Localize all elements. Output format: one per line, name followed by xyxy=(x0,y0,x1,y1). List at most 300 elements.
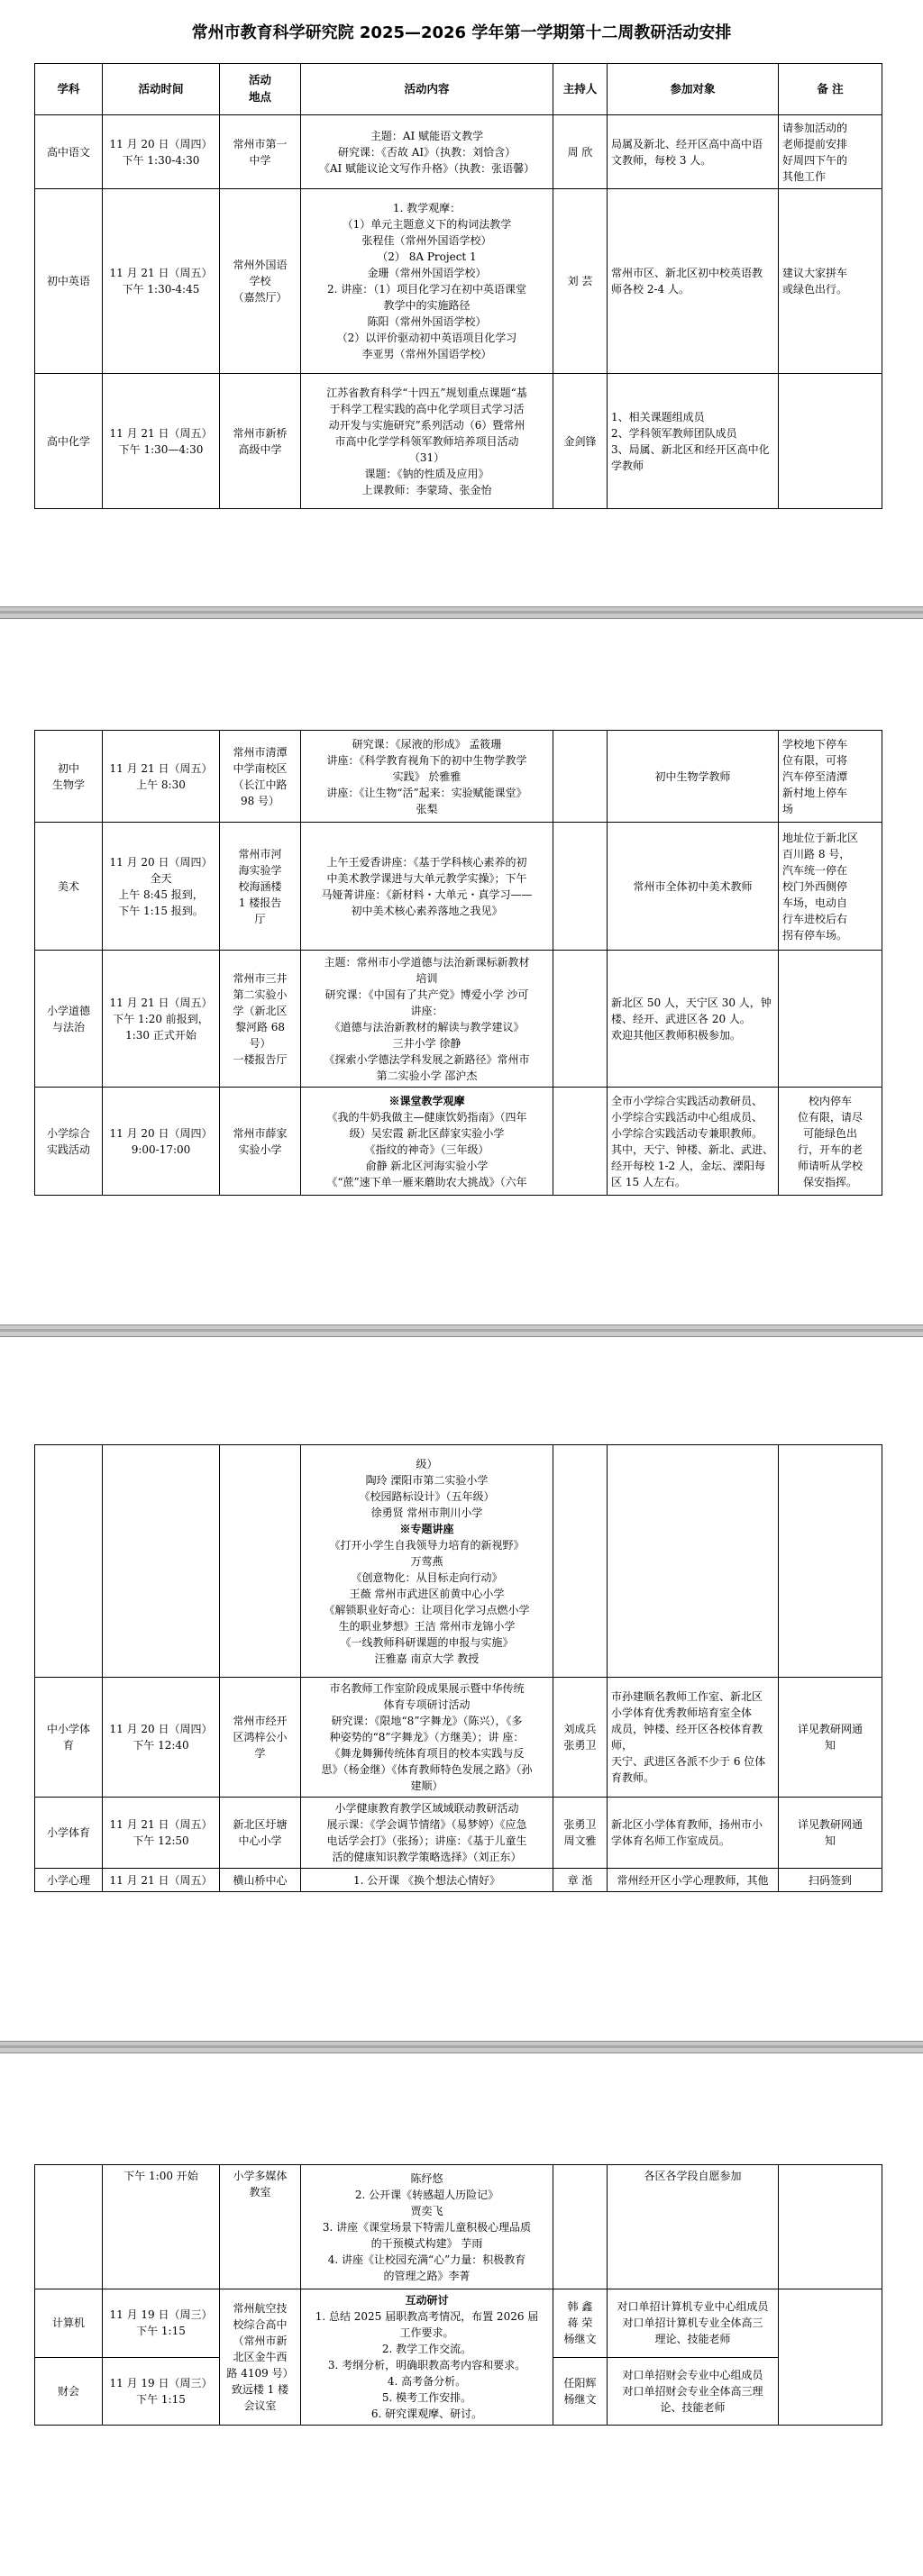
text-line: 11 月 21 日（周五） xyxy=(109,761,213,775)
text-line: 主题：AI 赋能语文教学 xyxy=(370,129,484,142)
text-line: 周文雅 xyxy=(563,1834,597,1847)
target-cell xyxy=(608,1088,779,1196)
text-line: 校综合高中 xyxy=(233,2318,288,2331)
text-line: 实验小学 xyxy=(238,1142,282,1156)
text-line: 校门外西侧停 xyxy=(782,879,848,893)
text-line: 拐有停车场。 xyxy=(782,928,848,942)
text-line: 思》（杨金继）《体育教师特色发展之路》（孙 xyxy=(321,1763,533,1776)
time-cell xyxy=(103,823,220,951)
text-line: 号） xyxy=(249,1036,271,1050)
text-line: 万莺燕 xyxy=(410,1554,443,1568)
place-cell xyxy=(220,115,301,189)
text-line: 初中生物学教师 xyxy=(654,769,731,783)
host-cell xyxy=(553,731,608,823)
text-line: 于科学工程实践的高中化学项目式学习活 xyxy=(329,402,525,415)
subject-cell xyxy=(35,1445,103,1678)
text-line: 11 月 20 日（周四） xyxy=(109,1723,213,1735)
text-line: 11 月 20 日（周四） xyxy=(109,855,213,869)
target-cell xyxy=(608,189,779,374)
text-line: 对口单招计算机专业中心组成员 xyxy=(617,2300,769,2314)
schedule-table-page-4 xyxy=(34,2164,882,2426)
place-cell xyxy=(220,1678,301,1798)
header-content: 活动内容 xyxy=(301,64,553,115)
text-line: 研究课：《中国有了共产党》博爱小学 沙可 xyxy=(324,988,529,1001)
text-line: 路 4109 号） xyxy=(226,2367,294,2380)
text-line: 下午 1:20 前报到， xyxy=(113,1012,209,1025)
content-cell xyxy=(301,1678,553,1798)
text-line: 《解锁职业好奇心：让项目化学习点燃小学 xyxy=(324,1603,530,1616)
text-line: 中学南校区 xyxy=(233,761,288,775)
text-line: 小学多媒体 xyxy=(233,2170,288,2182)
text-line: 马娅菁讲座：《新材料・大单元・真学习—— xyxy=(321,887,533,901)
time-cell xyxy=(103,731,220,823)
content-cell xyxy=(301,1445,553,1678)
text-line: 3. 考纲分析，明确职教高考内容和要求。 xyxy=(327,2359,526,2371)
text-line: 张勇卫 xyxy=(563,1818,597,1831)
text-line: 汽车停至清潭 xyxy=(782,769,848,783)
host-cell xyxy=(553,1445,608,1678)
page-separator xyxy=(0,2041,923,2053)
text-line: 对口单招财会专业全体高三理 xyxy=(622,2384,763,2398)
text-line: 王薇 常州市武进区前黄中心小学 xyxy=(349,1587,505,1600)
content-cell xyxy=(301,731,553,823)
text-line: 徐勇贤 常州市荆川小学 xyxy=(370,1506,483,1519)
table-row xyxy=(35,2165,882,2289)
table-header-row xyxy=(35,64,882,115)
text-line: 黎河路 68 xyxy=(234,1020,286,1033)
host-cell: 金剑锋 xyxy=(553,374,608,509)
text-line: 区 15 人左右。 xyxy=(611,1175,686,1188)
text-line: 地址位于新北区 xyxy=(782,831,859,844)
text-line: 行车进校后右 xyxy=(782,912,848,925)
note-cell xyxy=(779,1869,882,1892)
text-line: （常州市新 xyxy=(233,2335,288,2347)
text-line: 2. 教学工作交流。 xyxy=(381,2343,472,2355)
time-cell xyxy=(103,2289,220,2358)
text-line: 详见教研网通 xyxy=(797,1723,863,1735)
text-line: 活的健康知识教学策略选择》（刘正东） xyxy=(332,1851,522,1863)
text-line: 常州市薛家 xyxy=(233,1126,288,1140)
text-line: 小学体育 xyxy=(46,1826,90,1839)
text-line: 小学心理 xyxy=(46,1873,90,1887)
text-line: 《打开小学生自我领导力培育的新视野》 xyxy=(329,1538,525,1552)
text-line: 4. 高考备分析。 xyxy=(387,2375,467,2388)
time-cell xyxy=(103,374,220,509)
time-cell xyxy=(103,1869,220,1892)
text-line: 任阳辉 xyxy=(563,2376,597,2389)
text-line: 《校园路标设计》（五年级） xyxy=(359,1489,495,1503)
text-line: 上午 8:30 xyxy=(136,778,186,791)
text-line: 讲座：《让生物“活”起来：实验赋能课堂》 xyxy=(326,786,527,799)
table-row xyxy=(35,823,882,951)
text-line: 请参加活动的 xyxy=(782,121,848,134)
text-line: 与法治 xyxy=(51,1020,85,1033)
host-cell xyxy=(553,1678,608,1798)
page-separator xyxy=(0,606,923,619)
text-line: ※课堂教学观摩 xyxy=(388,1094,465,1107)
table-row xyxy=(35,189,882,374)
text-line: 《探索小学德法学科发展之新路径》常州市 xyxy=(324,1052,530,1066)
header-place: 活动 地点 xyxy=(220,64,301,115)
text-line: 下午 1:15 报到。 xyxy=(118,904,204,917)
text-line: 小学健康教育教学区域域联动教研活动 xyxy=(334,1802,519,1815)
place-cell xyxy=(220,2165,301,2289)
text-line: 师请听从学校 xyxy=(797,1159,863,1172)
text-line: 实践》 於雅雅 xyxy=(392,769,462,783)
header-note: 备 注 xyxy=(779,64,882,115)
text-line: 海实验学 xyxy=(238,863,282,877)
time-cell xyxy=(103,1798,220,1869)
text-line: 张梨 xyxy=(416,802,438,815)
text-line: 《舞龙舞狮传统体育项目的校本实践与反 xyxy=(329,1747,525,1760)
text-line: 生物学 xyxy=(51,778,85,791)
text-line: 杨继文 xyxy=(563,2333,597,2346)
header-host: 主持人 xyxy=(553,64,608,115)
text-line: 横山桥中心 xyxy=(233,1873,288,1887)
text-line: 互动研讨 xyxy=(405,2294,449,2307)
text-line: 实践活动 xyxy=(46,1142,90,1156)
text-line: 1. 教学观摩： xyxy=(392,202,462,214)
text-line: 校海涵楼 xyxy=(238,879,282,893)
text-line: 初中美术核心素养落地之我见》 xyxy=(351,904,503,917)
text-line: 培训 xyxy=(416,971,438,985)
table-row xyxy=(35,731,882,823)
text-line: 讲座： xyxy=(410,1004,443,1017)
text-line: 第二实验小 xyxy=(233,988,288,1001)
text-line: 美术 xyxy=(57,879,79,893)
text-line: 陈阳（常州外国语学校） xyxy=(367,315,487,328)
table-row xyxy=(35,1678,882,1798)
text-line: 小学道德 xyxy=(46,1004,90,1017)
text-line: 或绿色出行。 xyxy=(782,283,848,296)
text-line: 下午 1:30—4:30 xyxy=(118,442,204,456)
content-cell xyxy=(301,823,553,951)
text-line: 保安指挥。 xyxy=(802,1175,857,1188)
text-line: 市孙建顺名教师工作室、新北区 xyxy=(611,1690,763,1703)
text-line: 9:00-17:00 xyxy=(131,1142,191,1156)
text-line: 文教师，每校 3 人。 xyxy=(611,153,712,167)
text-line: 3. 讲座《课堂场景下特需儿童积极心理品质 xyxy=(322,2220,532,2234)
text-line: 张勇卫 xyxy=(563,1739,597,1752)
note-cell xyxy=(779,731,882,823)
text-line: 研究课：《限地“8”字舞龙》（陈兴），《多 xyxy=(331,1715,523,1727)
text-line: 其中，天宁、钟楼、新北、武进、 xyxy=(611,1142,774,1156)
time-cell xyxy=(103,189,220,374)
text-line: 常州市河 xyxy=(238,847,282,860)
text-line: 《道德与法治新教材的解读与教学建议》 xyxy=(329,1020,525,1033)
text-line: 中心小学 xyxy=(238,1834,282,1847)
subject-cell: 财会 xyxy=(35,2357,103,2426)
text-line: 建顺） xyxy=(410,1780,443,1792)
text-line: 贾奕飞 xyxy=(410,2204,443,2217)
text-line: （31） xyxy=(408,451,445,464)
text-line: 成员，钟楼、经开区各校体育教师， xyxy=(611,1723,763,1752)
table-row xyxy=(35,1088,882,1196)
text-line: 区鸿梓公小 xyxy=(233,1731,288,1743)
text-line: 计算机 xyxy=(51,2317,85,2330)
text-line: 论、技能老师 xyxy=(660,2400,726,2414)
text-line: 展示课：《学会调节情绪》（易梦婷）《应急 xyxy=(326,1818,527,1831)
text-line: 局属及新北、经开区高中高中语 xyxy=(611,137,763,150)
text-line: 三井小学 徐静 xyxy=(392,1036,462,1050)
header-time: 活动时间 xyxy=(103,64,220,115)
text-line: 陶玲 溧阳市第二实验小学 xyxy=(365,1473,489,1487)
text-line: 《AI 赋能议论文写作升格》（执教：张语馨） xyxy=(318,161,535,175)
text-line: 育教师。 xyxy=(611,1771,655,1784)
text-line: 天宁、武进区各派不少于 6 位体 xyxy=(611,1755,766,1768)
text-line: 下午 1:15 xyxy=(136,2325,186,2338)
text-line: 上午王爱香讲座：《基于学科核心素养的初 xyxy=(326,855,527,869)
time-cell xyxy=(103,2357,220,2426)
text-line: 刘成兵 xyxy=(563,1723,597,1735)
note-cell xyxy=(779,2289,882,2426)
text-line: 扫码签到 xyxy=(808,1873,852,1887)
text-line: 欢迎其他区教师积极参加。 xyxy=(611,1028,742,1042)
content-cell xyxy=(301,115,553,189)
text-line: 《指纹的神奇》（三年级） xyxy=(364,1142,489,1156)
text-line: 下午 1:30-4:45 xyxy=(122,283,200,296)
text-line: 初中 xyxy=(57,761,79,775)
text-line: 新北区圩塘 xyxy=(233,1818,288,1831)
host-cell xyxy=(553,1088,608,1196)
text-line: 理论、技能老师 xyxy=(654,2333,731,2346)
text-line: 厅 xyxy=(254,912,266,925)
host-cell xyxy=(553,2165,608,2289)
text-line: 学校 xyxy=(249,275,271,287)
text-line: （长江中路 xyxy=(233,778,288,791)
place-cell xyxy=(220,1088,301,1196)
text-line: 建议大家拼车 xyxy=(782,267,848,279)
host-cell: 周 欣 xyxy=(553,115,608,189)
text-line: 98 号） xyxy=(240,794,280,807)
text-line: 常州外国语 xyxy=(233,259,288,271)
text-line: ※专题讲座 xyxy=(399,1522,454,1535)
text-line: 下午 12:50 xyxy=(133,1834,189,1847)
place-cell xyxy=(220,2289,301,2426)
text-line: 第二实验小学 邵沪杰 xyxy=(376,1069,478,1082)
text-line: 常州市经开 xyxy=(233,1715,288,1727)
place-cell xyxy=(220,374,301,509)
page-title: 常州市教育科学研究院 2025—2026 学年第一学期第十二周教研活动安排 xyxy=(191,23,732,42)
text-line: 研究课：《尿液的形成》 孟筱珊 xyxy=(352,737,502,751)
text-line: 杨继文 xyxy=(563,2392,597,2406)
text-line: 学体育名师工作室成员。 xyxy=(611,1834,731,1847)
place-cell xyxy=(220,1869,301,1892)
text-line: 级） xyxy=(416,1457,438,1470)
text-line: 陈纾悠 xyxy=(410,2171,443,2185)
host-cell xyxy=(553,2357,608,2426)
subject-cell xyxy=(35,1088,103,1196)
text-line: 对口单招计算机专业全体高三 xyxy=(622,2317,763,2330)
target-cell xyxy=(608,1798,779,1869)
text-line: 11 月 21 日（周五） xyxy=(109,996,213,1009)
text-line: 教室 xyxy=(249,2186,271,2198)
note-cell xyxy=(779,951,882,1088)
text-line: 11 月 20 日（周四） xyxy=(109,1126,213,1140)
content-cell xyxy=(301,2289,553,2426)
text-line: 11 月 21 日（周五） xyxy=(109,267,213,279)
schedule-table-page-2 xyxy=(34,730,882,1196)
time-cell xyxy=(103,1678,220,1798)
text-line: 常州经开区小学心理教师，其他 xyxy=(617,1873,769,1887)
note-cell xyxy=(779,1798,882,1869)
subject-cell: 高中语文 xyxy=(35,115,103,189)
text-line: 《一线教师科研课题的申报与实施》 xyxy=(340,1635,514,1649)
text-line: 常州市新桥 xyxy=(233,426,288,440)
text-line: 1. 总结 2025 届职教高考情况，布置 2026 届 xyxy=(315,2310,539,2323)
content-cell xyxy=(301,1869,553,1892)
text-line: 张程佳（常州外国语学校） xyxy=(361,234,492,247)
target-cell xyxy=(608,2165,779,2289)
subject-cell: 高中化学 xyxy=(35,374,103,509)
text-line: 下午 1:00 开始 xyxy=(123,2170,198,2182)
text-line: 的管理之路》李菁 xyxy=(383,2269,471,2282)
note-cell xyxy=(779,1678,882,1798)
text-line: 新村地上停车 xyxy=(782,786,848,799)
text-line: 主题：常州市小学道德与法治新课标新教材 xyxy=(324,955,530,969)
text-line: 11 月 19 日（周三） xyxy=(109,2308,213,2322)
content-cell xyxy=(301,951,553,1088)
text-line: 韩 鑫 xyxy=(567,2300,593,2314)
text-line: 详见教研网通 xyxy=(797,1818,863,1831)
host-cell xyxy=(553,951,608,1088)
text-line: 级）吴宏霞 新北区薛家实验小学 xyxy=(349,1126,505,1140)
target-cell xyxy=(608,2357,779,2426)
text-line: 经开每校 1-2 人，金坛、溧阳每 xyxy=(611,1159,765,1172)
text-line: （嘉然厅） xyxy=(233,291,288,304)
text-line: 1 楼报告 xyxy=(238,896,282,909)
place-cell xyxy=(220,1445,301,1678)
text-line: 体育专项研讨活动 xyxy=(383,1698,471,1711)
text-line: 高级中学 xyxy=(238,442,282,456)
text-line: 俞静 新北区河海实验小学 xyxy=(365,1159,489,1172)
table-row xyxy=(35,1869,882,1892)
text-line: 11 月 20 日（周四） xyxy=(109,137,213,150)
text-line: 1:30 正式开始 xyxy=(125,1028,196,1042)
target-cell xyxy=(608,1678,779,1798)
content-cell xyxy=(301,374,553,509)
text-line: 上午 8:45 报到， xyxy=(118,887,204,901)
text-line: 全天 xyxy=(150,871,172,885)
text-line: 老师提前安排 xyxy=(782,137,848,150)
text-line: 教学中的实施路径 xyxy=(383,299,471,312)
time-cell xyxy=(103,1088,220,1196)
host-cell: 刘 芸 xyxy=(553,189,608,374)
time-cell xyxy=(103,2165,220,2289)
note-cell xyxy=(779,374,882,509)
text-line: 师各校 2-4 人。 xyxy=(611,283,690,296)
text-line: 上课教师：李蒙琦、张金怡 xyxy=(361,483,492,496)
subject-cell: 初中英语 xyxy=(35,189,103,374)
schedule-table-page-1 xyxy=(34,63,882,509)
header-target: 参加对象 xyxy=(608,64,779,115)
text-line: 2、学科领军教师团队成员 xyxy=(611,426,737,440)
text-line: 1. 公开课 《换个想法心情好》 xyxy=(352,1873,501,1887)
text-line: 新北区 50 人，天宁区 30 人，钟 xyxy=(611,996,772,1009)
text-line: 小学综合实践活动专兼职教师。 xyxy=(611,1126,763,1140)
subject-cell xyxy=(35,823,103,951)
table-row xyxy=(35,1445,882,1678)
text-line: 汪雅嘉 南京大学 教授 xyxy=(374,1652,480,1665)
content-cell xyxy=(301,189,553,374)
text-line: 金珊（常州外国语学校） xyxy=(367,267,487,279)
text-line: 2. 公开课《转感超人历险记》 xyxy=(354,2188,499,2201)
text-line: 《我的牛奶我做主—健康饮奶指南》（四年 xyxy=(326,1110,527,1124)
text-line: 市高中化学学科领军教师培养项目活动 xyxy=(334,434,519,448)
text-line: 的干预模式构建》 芋雨 xyxy=(370,2236,483,2250)
text-line: 学校地下停车 xyxy=(782,737,848,751)
note-cell xyxy=(779,1088,882,1196)
text-line: 位有限，请尽 xyxy=(797,1110,863,1124)
target-cell xyxy=(608,374,779,509)
text-line: 小学综合实践活动中心组成员、 xyxy=(611,1110,763,1124)
text-line: 学 xyxy=(254,1747,266,1760)
table-row xyxy=(35,115,882,189)
text-line: 研究课：《否故 AI》（执教：刘恰含） xyxy=(337,145,516,159)
text-line: 《创意物化：从目标走向行动》 xyxy=(351,1570,503,1584)
text-line: 市名教师工作室阶段成果展示暨中华传统 xyxy=(329,1682,525,1695)
text-line: 位有限，可将 xyxy=(782,753,848,767)
place-cell xyxy=(220,1798,301,1869)
target-cell xyxy=(608,2289,779,2358)
note-cell xyxy=(779,189,882,374)
text-line: 车场，电动自 xyxy=(782,896,848,909)
text-line: 4. 讲座《让校园充满“心”力量：积极教育 xyxy=(327,2253,526,2266)
content-cell xyxy=(301,1798,553,1869)
time-cell xyxy=(103,951,220,1088)
text-line: 场 xyxy=(782,802,794,815)
text-line: 中美术教学课进与大单元教学实操》；下午 xyxy=(326,871,527,885)
target-cell xyxy=(608,823,779,951)
text-line: 11 月 21 日（周五） xyxy=(109,1873,213,1887)
text-line: 其他工作 xyxy=(782,169,827,183)
text-line: 知 xyxy=(824,1739,836,1752)
text-line: 中小学体 xyxy=(46,1723,90,1735)
text-line: 3、局属、新北区和经开区高中化 xyxy=(611,442,770,456)
text-line: 讲座：《科学教育视角下的初中生物学教学 xyxy=(326,753,527,767)
subject-cell xyxy=(35,731,103,823)
text-line: 全市小学综合实践活动教研员、 xyxy=(611,1094,763,1107)
text-line: 学（新北区 xyxy=(233,1004,288,1017)
table-row xyxy=(35,951,882,1088)
subject-cell xyxy=(35,1678,103,1798)
text-line: 各区各学段自愿参加 xyxy=(644,2170,742,2182)
text-line: 常州市三井 xyxy=(233,971,288,985)
note-cell xyxy=(779,823,882,951)
place-cell xyxy=(220,823,301,951)
text-line: 好周四下午的 xyxy=(782,153,848,167)
text-line: 可能绿色出 xyxy=(802,1126,857,1140)
page-separator xyxy=(0,1324,923,1337)
text-line: （1）单元主题意义下的构词法教学 xyxy=(342,218,512,231)
note-cell xyxy=(779,1445,882,1678)
text-line: 章 湉 xyxy=(567,1873,593,1887)
host-cell xyxy=(553,1798,608,1869)
text-line: 育 xyxy=(62,1739,74,1752)
text-line: 江苏省教育科学“十四五”规划重点课题“基 xyxy=(326,386,527,399)
target-cell xyxy=(608,731,779,823)
text-line: 课题：《钠的性质及应用》 xyxy=(364,467,489,480)
text-line: 11 月 19 日（周三） xyxy=(109,2376,213,2389)
text-line: （2）以评价驱动初中英语项目化学习 xyxy=(336,332,517,344)
text-line: 一楼报告厅 xyxy=(233,1052,288,1066)
text-line: 行，开车的老 xyxy=(797,1142,863,1156)
text-line: 蒋 荣 xyxy=(567,2317,593,2330)
text-line: 动开发与实施研究”系列活动（6）暨常州 xyxy=(328,418,525,432)
text-line: 下午 12:40 xyxy=(133,1739,189,1752)
text-line: 下午 1:30-4:30 xyxy=(122,153,200,167)
table-row xyxy=(35,1798,882,1869)
